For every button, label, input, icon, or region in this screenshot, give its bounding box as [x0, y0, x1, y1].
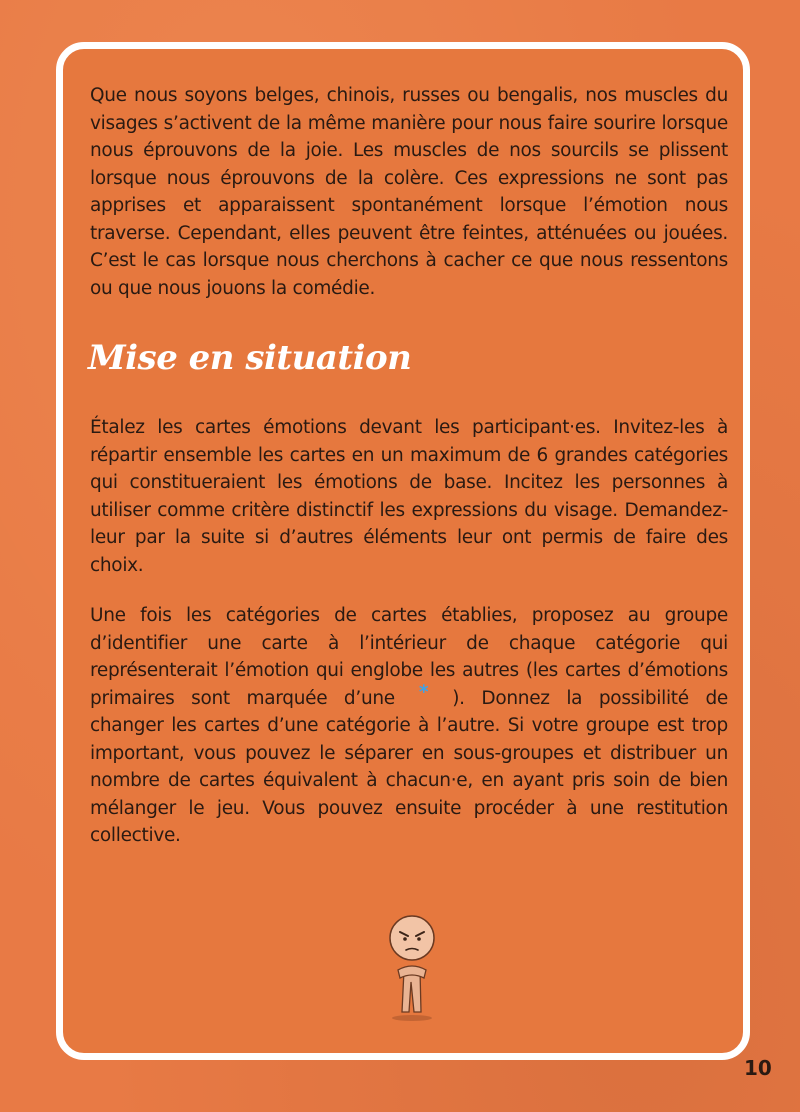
- section-title: Mise en situation: [88, 338, 412, 378]
- angry-character-illustration: [376, 908, 448, 1023]
- intro-paragraph: Que nous soyons belges, chinois, russes ou bengalis, nos muscles du visages s’activent de la même manière pour nous faire sourire lorsque nous éprouvons de la joie. Les muscles de nos sourcils se plissent lorsque nous éprouvons de la colère. Ces expressions ne sont pas apprises et apparaissent spontanément lorsque l’émotion nous traverse. Cependant, elles peuvent être feintes, atténuées ou jouées. C’est le cas lorsque nous cherchons à cacher ce que nous ressentons ou que nous jouons la comédie.: [90, 85, 728, 299]
- instruction-paragraph-2: [90, 602, 728, 850]
- paragraph-2-part-2: ). Donnez la possibilité de changer les cartes d’une catégorie à l’autre. Si votre groupe est trop important, vous pouvez le séparer en sous-groupes et distribuer un nombre de cartes équivalent à chacun·e, en ayant pris soin de bien mélanger le jeu. Vous pouvez ensuite procéder à une restitution collective.: [90, 687, 728, 846]
- paragraph-2-part-1: Une fois les catégories de cartes établies, proposez au groupe d’identifier une carte à l’intérieur de chaque catégorie qui représenterait l’émotion qui englobe les autres (les cartes d’émotions primaires sont marquée d’une: [90, 605, 728, 709]
- instruction-paragraph-1: Étalez les cartes émotions devant les participant·es. Invitez-les à répartir ensemble les cartes en un maximum de 6 grandes catégories qui constitueraient les émotions de base. Incitez les personnes à utiliser comme critère distinctif les expressions du visage. Demandez-leur par la suite si d’autres éléments leur ont permis de faire des choix.: [90, 417, 728, 576]
- primary-emotion-asterisk-icon: *: [418, 681, 429, 703]
- page-number: 10: [744, 1056, 772, 1080]
